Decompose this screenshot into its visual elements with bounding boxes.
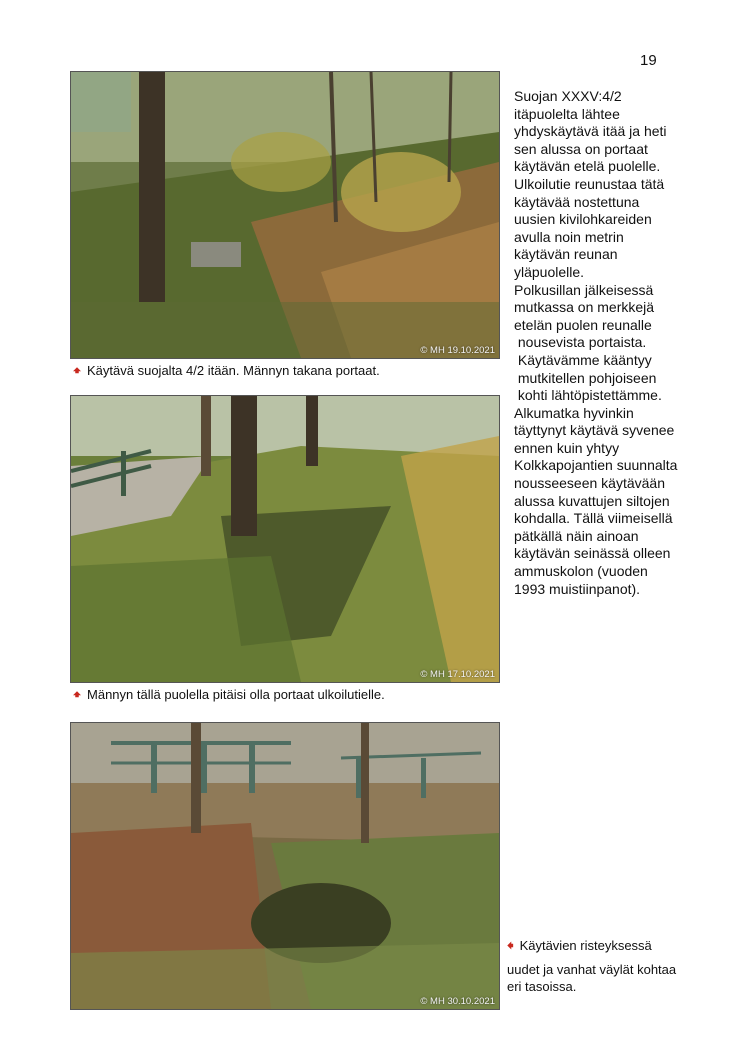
body-line: 1993 muistiinpanot). [514,580,641,597]
arrow-left-icon: 🠸 [507,938,514,953]
body-line: Käytävämme kääntyy [514,351,652,368]
photo-credit: © MH 17.10.2021 [420,669,495,680]
page-number: 19 [640,52,657,69]
photo-caption [73,362,380,384]
body-line: yhdyskäytävä itää ja heti [514,123,667,140]
body-line: yläpuolelle. [514,263,585,280]
caption-line: eri tasoissa. [507,978,577,994]
arrow-up-icon: 🠹 [73,687,82,702]
arrow-up-icon: 🠹 [73,363,82,378]
body-line: ennen kuin yhtyy [514,439,620,456]
body-line: kohdalla. Tällä viimeisellä [514,510,673,527]
body-text [514,88,744,598]
caption-text: Käytävä suojalta 4/2 itään. Männyn takana portaat. [87,363,380,378]
body-line: käytävän etelä puolelle. [514,158,661,175]
photo-forest-trench-1 [71,72,499,358]
photo-credit: © MH 19.10.2021 [420,345,495,356]
body-line: Polkusillan jälkeisessä [514,281,654,298]
body-line: Suojan XXXV:4/2 [514,88,622,104]
body-line: kohti lähtöpistettämme. [514,387,662,404]
body-line: alussa kuvattujen siltojen [514,492,670,509]
body-line: Alkumatka hyvinkin [514,404,634,421]
caption-continuation [507,962,676,995]
body-line: nousevista portaista. [514,334,647,351]
photo-credit: © MH 30.10.2021 [420,996,495,1007]
body-line: sen alussa on portaat [514,140,648,157]
caption-text: Männyn tällä puolella pitäisi olla portaat ulkoilutielle. [87,687,385,702]
photo-forest-trench-3 [71,723,499,1009]
photo-forest-trench-2 [71,396,499,682]
body-line: mutkitellen pohjoiseen [514,369,657,386]
photo-trench-crossing [70,722,500,1010]
caption-text: Käytävien risteyksessä [519,938,652,953]
body-line: itäpuolelta lähtee [514,105,620,122]
caption-line: uudet ja vanhat väylät kohtaa [507,962,677,977]
body-line: Ulkoilutie reunustaa tätä [514,175,665,192]
body-line: täyttynyt käytävä syvenee [514,422,675,439]
body-line: pätkällä näin ainoan [514,527,639,544]
photo-trench-east [70,71,500,359]
body-line: ammuskolon (vuoden [514,563,648,580]
photo-caption-side [507,938,652,955]
photo-caption [73,686,385,708]
body-line: avulla noin metrin [514,228,624,245]
body-line: käytävän seinässä olleen [514,545,671,562]
photo-pine-stairs [70,395,500,683]
body-line: käytävän reunan [514,246,618,263]
body-line: Kolkkapojantien suunnalta [514,457,678,474]
body-line: uusien kivilohkareiden [514,211,652,228]
body-line: käytävää nostettuna [514,193,640,210]
body-line: nousseeseen käytävään [514,475,665,492]
body-line: mutkassa on merkkejä [514,299,655,316]
body-line: etelän puolen reunalle [514,316,652,333]
